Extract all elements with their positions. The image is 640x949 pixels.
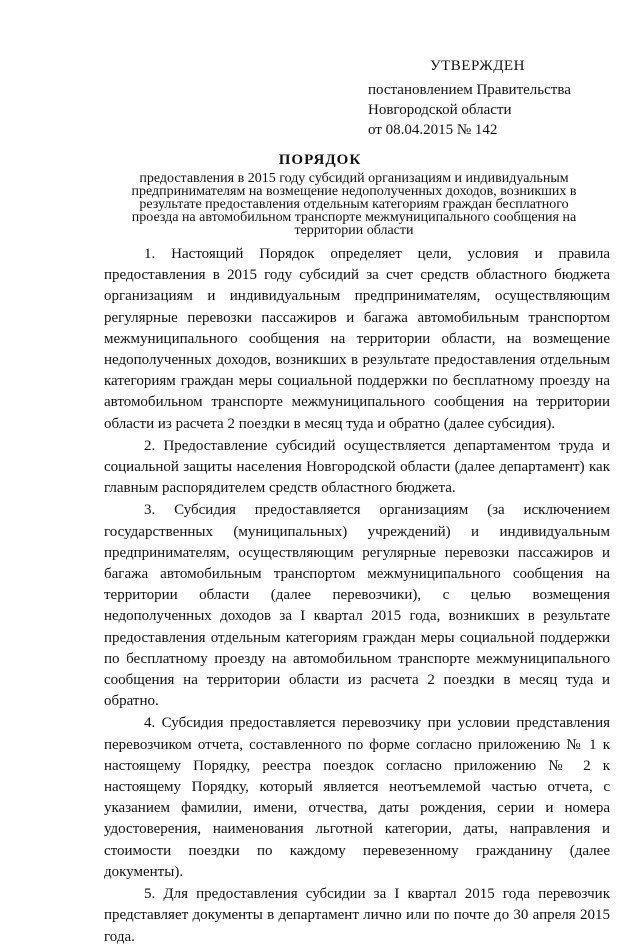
approval-line-3: от 08.04.2015 № 142 bbox=[368, 122, 498, 138]
paragraph-5: 5. Для предоставления субсидии за I квартал 2015 года перевозчик представляет документы в департамент лично или по почте до 30 апреля 2015 года. bbox=[104, 886, 610, 945]
paragraph-4: 4. Субсидия предоставляется перевозчику при условии представления перевозчиком отчета, составленного по форме согласно приложению № 1 к настоящему Порядку, реестра поездок согласно приложению № 2 к настоящему Порядку, который является неотъемлемой частью отчета, с указанием фамилии, имени, отчества, даты рождения, серии и номера удостоверения, наименования льготной категории, даты, направления и стоимости поездки по каждому перевезенному гражданину (далее документы). bbox=[104, 715, 610, 880]
approval-line-1: постановлением Правительства bbox=[368, 82, 571, 98]
approval-line-2: Новгородской области bbox=[368, 102, 512, 118]
paragraph-2: 2. Предоставление субсидий осуществляется департаментом труда и социальной защиты населения Новгородской области (далее департамент) как главным распорядителем средств областного бюджета. bbox=[104, 437, 610, 497]
document-title: ПОРЯДОК bbox=[278, 152, 362, 168]
paragraph-1: 1. Настоящий Порядок определяет цели, условия и правила предоставления в 2015 году субсидий за счет средств областного бюджета организациям и индивидуальным предпринимателям, осуществляющим регулярные перевозки пассажиров и багажа автомобильным транспортом межмуниципального сообщения на территории области, на возмещение недополученных доходов, возникших в результате предоставления отдельным категориям граждан меры социальной поддержки по бесплатному проезду на автомобильном транспорте межмуниципального сообщения на территории области из расчета 2 поездки в месяц туда и обратно (далее субсидия). bbox=[104, 246, 610, 432]
approval-heading: УТВЕРЖДЕН bbox=[430, 58, 525, 74]
paragraph-3: 3. Субсидия предоставляется организациям (за исключением государственных (муниципальных) учреждений) и индивидуальным предпринимателям, осуществляющим регулярные перевозки пассажиров и багажа автомобильным транспортом межмуниципального сообщения на территории области (далее перевозчики), с целью возмещения недополученных доходов за I квартал 2015 года, возникших в результате предоставления отдельным категориям граждан меры социальной поддержки по бесплатному проезду на автомобильном транспорте межмуниципального сообщения на территории области из расчета 2 поездки в месяц туда и обратно. bbox=[104, 502, 610, 710]
approval-stamp bbox=[368, 56, 618, 140]
document-subtitle: предоставления в 2015 году субсидий организациям и индивидуальным предпринимателям на возмещение недополученных доходов, возникших в результате предоставления отдельным категориям граждан бесплатного проезда на автомобильном транспорте межмуниципального сообщения на территории области bbox=[131, 171, 577, 238]
document-body bbox=[104, 244, 610, 949]
